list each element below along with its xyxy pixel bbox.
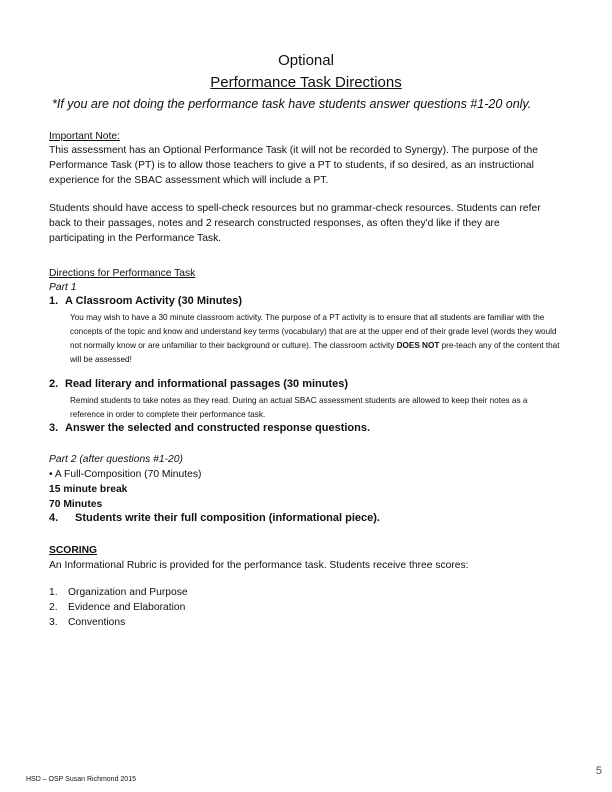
- scoring-item: [49, 587, 188, 598]
- part2-suffix: (after questions #1-20): [76, 454, 183, 465]
- part2-label-text: Part 2: [49, 454, 77, 465]
- step-3-heading: [49, 422, 370, 434]
- step-2-heading: [49, 378, 348, 390]
- scoring-item-label: Evidence and Elaboration: [68, 602, 186, 613]
- step-1-body: [70, 311, 560, 367]
- scoring-item: [49, 617, 125, 628]
- minutes-text: 70 Minutes: [49, 499, 103, 510]
- scoring-item-number: 1.: [49, 587, 58, 598]
- page-subtitle: Performance Task Directions: [210, 74, 402, 91]
- break-text: 15 minute break: [49, 484, 128, 495]
- page-number: 5: [595, 765, 602, 777]
- scoring-item-number: 2.: [49, 602, 58, 613]
- step-4-number: 4.: [49, 512, 59, 524]
- important-note-paragraph-1: This assessment has an Optional Performance Task (it will not be recorded to Synergy). The purpose of the Performance Task (PT) is to allow those teachers to give a PT to students, if so desired, as an instructional experience for the SBAC assessment which will include a PT.: [49, 145, 538, 186]
- step-1-body-emphasis: DOES NOT: [396, 341, 440, 350]
- page-title: Optional: [278, 52, 334, 69]
- step-2-body: Remind students to take notes as they read. During an actual SBAC assessment students are allowed to keep their notes as a reference in order to complete their performance task.: [70, 396, 528, 419]
- skip-note: *If you are not doing the performance task have students answer questions #1-20 only.: [52, 97, 532, 111]
- step-3-number: 3.: [49, 422, 59, 434]
- scoring-item-label: Organization and Purpose: [68, 587, 188, 598]
- directions-heading: Directions for Performance Task: [49, 268, 196, 279]
- part2-label: [49, 452, 554, 467]
- step-2-number: 2.: [49, 378, 59, 390]
- step-1-title: A Classroom Activity (30 Minutes): [65, 295, 243, 307]
- step-1-body-a: You may wish to have a 30 minute classroom activity. The purpose of a PT activity is to ensure that all students are familiar with the concepts of the topic and know and understand key terms (vocabulary) that are at the upper end of their grade level (words they would not normally know or are unfamiliar to their background or culture). The classroom activity: [70, 313, 557, 350]
- step-1-heading: [49, 295, 242, 307]
- step-4-heading: [49, 512, 380, 524]
- scoring-heading: SCORING: [49, 545, 98, 556]
- important-note-paragraph-2: Students should have access to spell-check resources but no grammar-check resources. Students can refer back to their passages, notes and 2 research constructed responses, as often they'd like if they are participating in the Performance Task.: [49, 203, 541, 244]
- scoring-item-number: 3.: [49, 617, 58, 628]
- step-2-title: Read literary and informational passages (30 minutes): [65, 378, 349, 390]
- scoring-intro: An Informational Rubric is provided for the performance task. Students receive three scores:: [49, 560, 469, 571]
- step-4-title: Students write their full composition (informational piece).: [75, 512, 380, 524]
- scoring-item-label: Conventions: [68, 617, 126, 628]
- step-3-title: Answer the selected and constructed response questions.: [65, 422, 371, 434]
- important-note-heading: Important Note:: [49, 131, 120, 142]
- part1-label: Part 1: [49, 282, 77, 293]
- step-1-body-b: pre-teach any of the content that will be assessed!: [70, 341, 560, 364]
- step-1-number: 1.: [49, 295, 59, 307]
- composition-bullet: • A Full-Composition (70 Minutes): [49, 469, 202, 480]
- footer-credit: HSD – OSP Susan Richmond 2015: [26, 776, 136, 783]
- scoring-item: [49, 602, 185, 613]
